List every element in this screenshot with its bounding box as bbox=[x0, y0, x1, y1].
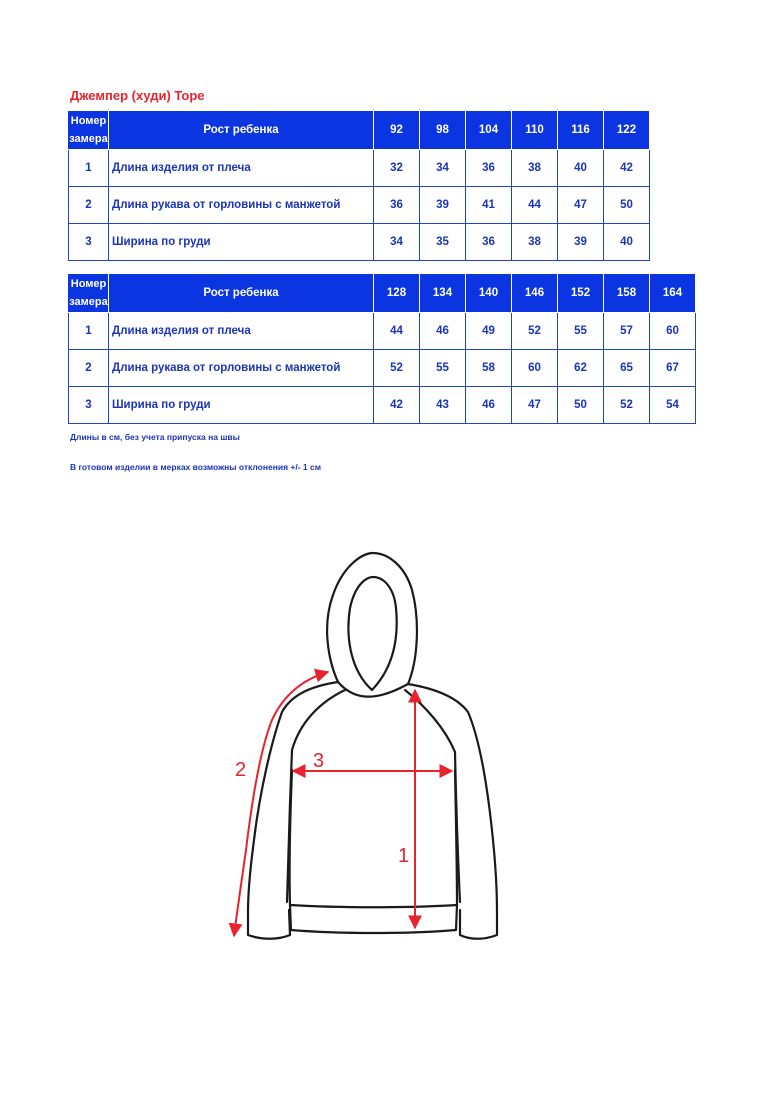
cell-value: 43 bbox=[420, 387, 466, 424]
cell-value: 49 bbox=[466, 313, 512, 350]
header-size: 92 bbox=[374, 111, 420, 150]
label-sleeve: 2 bbox=[235, 759, 247, 781]
header-child-height: Рост ребенка bbox=[109, 274, 374, 313]
cell-value: 55 bbox=[420, 350, 466, 387]
cell-value: 34 bbox=[420, 150, 466, 187]
right-shoulder bbox=[408, 684, 497, 912]
row-number: 2 bbox=[69, 187, 109, 224]
cell-value: 46 bbox=[420, 313, 466, 350]
row-label: Длина рукава от горловины с манжетой bbox=[109, 350, 374, 387]
header-size: 110 bbox=[512, 111, 558, 150]
hood-inner bbox=[348, 577, 396, 690]
header-size: 164 bbox=[650, 274, 696, 313]
cell-value: 44 bbox=[512, 187, 558, 224]
cell-value: 34 bbox=[374, 224, 420, 261]
cell-value: 50 bbox=[604, 187, 650, 224]
header-size: 152 bbox=[558, 274, 604, 313]
cell-value: 41 bbox=[466, 187, 512, 224]
cell-value: 60 bbox=[512, 350, 558, 387]
hoodie-outline bbox=[248, 553, 497, 939]
cell-value: 52 bbox=[604, 387, 650, 424]
cell-value: 50 bbox=[558, 387, 604, 424]
cell-value: 65 bbox=[604, 350, 650, 387]
measurement-arrows bbox=[234, 672, 452, 936]
header-size: 146 bbox=[512, 274, 558, 313]
waistband bbox=[290, 905, 457, 933]
header-size: 104 bbox=[466, 111, 512, 150]
cell-value: 39 bbox=[420, 187, 466, 224]
cell-value: 60 bbox=[650, 313, 696, 350]
row-number: 3 bbox=[69, 224, 109, 261]
cell-value: 47 bbox=[512, 387, 558, 424]
cell-value: 40 bbox=[558, 150, 604, 187]
cell-value: 36 bbox=[466, 224, 512, 261]
header-measure-number: Номер замера bbox=[69, 274, 109, 313]
header-size: 134 bbox=[420, 274, 466, 313]
header-size: 98 bbox=[420, 111, 466, 150]
page-title: Джемпер (худи) Tope bbox=[70, 88, 205, 103]
cell-value: 58 bbox=[466, 350, 512, 387]
cell-value: 40 bbox=[604, 224, 650, 261]
hood-outer bbox=[327, 553, 417, 684]
row-number: 1 bbox=[69, 313, 109, 350]
cell-value: 62 bbox=[558, 350, 604, 387]
cell-value: 67 bbox=[650, 350, 696, 387]
cell-value: 35 bbox=[420, 224, 466, 261]
header-size: 128 bbox=[374, 274, 420, 313]
cell-value: 52 bbox=[374, 350, 420, 387]
cell-value: 42 bbox=[604, 150, 650, 187]
row-label: Ширина по груди bbox=[109, 224, 374, 261]
cell-value: 46 bbox=[466, 387, 512, 424]
units-note: Длины в см, без учета припуска на швы bbox=[70, 432, 240, 442]
cell-value: 44 bbox=[374, 313, 420, 350]
cell-value: 38 bbox=[512, 224, 558, 261]
row-number: 3 bbox=[69, 387, 109, 424]
header-size: 158 bbox=[604, 274, 650, 313]
left-raglan bbox=[292, 690, 345, 750]
label-length: 1 bbox=[398, 845, 410, 867]
header-child-height: Рост ребенка bbox=[109, 111, 374, 150]
row-label: Ширина по груди bbox=[109, 387, 374, 424]
row-number: 2 bbox=[69, 350, 109, 387]
cell-value: 54 bbox=[650, 387, 696, 424]
right-raglan bbox=[405, 690, 455, 752]
cell-value: 36 bbox=[466, 150, 512, 187]
row-label: Длина рукава от горловины с манжетой bbox=[109, 187, 374, 224]
cell-value: 52 bbox=[512, 313, 558, 350]
cell-value: 32 bbox=[374, 150, 420, 187]
row-label: Длина изделия от плеча bbox=[109, 150, 374, 187]
measurement-labels bbox=[235, 750, 409, 867]
cell-value: 38 bbox=[512, 150, 558, 187]
cell-value: 42 bbox=[374, 387, 420, 424]
header-measure-number: Номер замера bbox=[69, 111, 109, 150]
label-chest: 3 bbox=[313, 750, 325, 772]
cell-value: 39 bbox=[558, 224, 604, 261]
cell-value: 36 bbox=[374, 187, 420, 224]
header-size: 122 bbox=[604, 111, 650, 150]
right-cuff bbox=[460, 910, 497, 939]
header-size: 140 bbox=[466, 274, 512, 313]
cell-value: 57 bbox=[604, 313, 650, 350]
left-cuff bbox=[248, 910, 290, 939]
left-shoulder bbox=[248, 682, 338, 912]
cell-value: 55 bbox=[558, 313, 604, 350]
header-size: 116 bbox=[558, 111, 604, 150]
row-label: Длина изделия от плеча bbox=[109, 313, 374, 350]
row-number: 1 bbox=[69, 150, 109, 187]
tolerance-note: В готовом изделии в мерках возможны отклонения +/- 1 см bbox=[70, 462, 322, 472]
cell-value: 47 bbox=[558, 187, 604, 224]
